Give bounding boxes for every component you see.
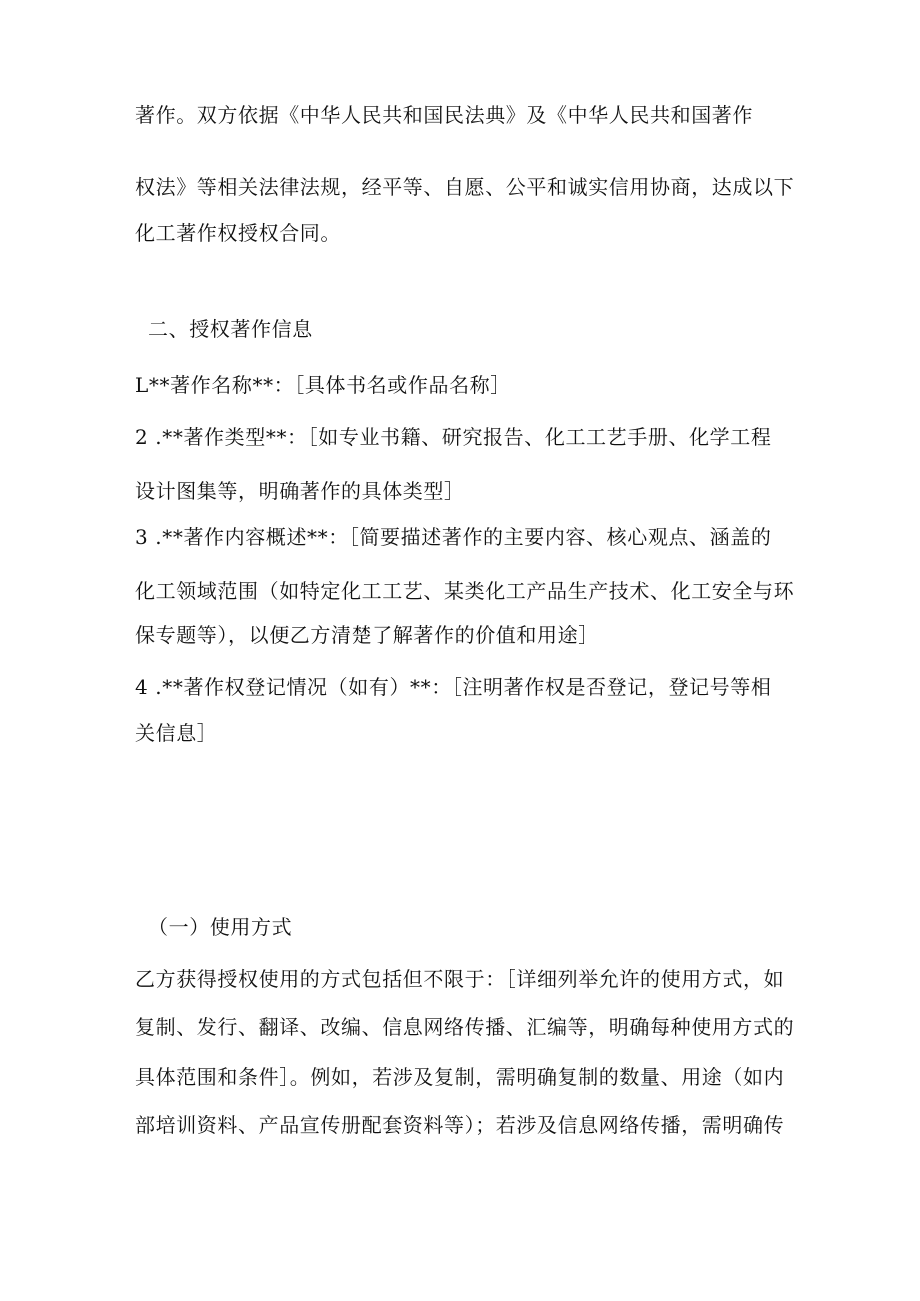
usage-paragraph-line: 乙方获得授权使用的方式包括但不限于：［详细列举允许的使用方式，如: [135, 967, 785, 991]
intro-text-line: 权法》等相关法律法规，经平等、自愿、公平和诚实信用协商，达成以下: [135, 175, 795, 199]
section-heading: 二、授权著作信息: [148, 317, 313, 341]
list-item-registration: 4 .**著作权登记情况（如有）**：［注明著作权是否登记，登记号等相: [135, 675, 772, 699]
list-item-work-type-cont: 设计图集等，明确著作的具体类型］: [135, 479, 465, 503]
usage-paragraph-line: 具体范围和条件］。例如，若涉及复制，需明确复制的数量、用途（如内: [135, 1065, 785, 1089]
list-item-work-type: 2 .**著作类型**：［如专业书籍、研究报告、化工工艺手册、化学工程: [135, 425, 772, 449]
list-item-work-summary: 3 .**著作内容概述**：［简要描述著作的主要内容、核心观点、涵盖的: [135, 525, 772, 549]
intro-text-line: 化工著作权授权合同。: [135, 221, 341, 245]
list-item-work-summary-cont: 化工领域范围（如特定化工工艺、某类化工产品生产技术、化工安全与环: [135, 579, 795, 603]
list-item-registration-cont: 关信息］: [135, 721, 218, 745]
usage-paragraph-line: 复制、发行、翻译、改编、信息网络传播、汇编等，明确每种使用方式的: [135, 1015, 795, 1039]
usage-paragraph-line: 部培训资料、产品宣传册配套资料等）；若涉及信息网络传播，需明确传: [135, 1113, 785, 1137]
list-item-work-name: L**著作名称**：［具体书名或作品名称］: [135, 373, 511, 397]
subsection-heading: （一）使用方式: [148, 915, 293, 939]
intro-text-line: 著作。双方依据《中华人民共和国民法典》及《中华人民共和国著作: [135, 103, 753, 127]
list-item-work-summary-cont: 保专题等），以便乙方清楚了解著作的价值和用途］: [135, 623, 599, 647]
